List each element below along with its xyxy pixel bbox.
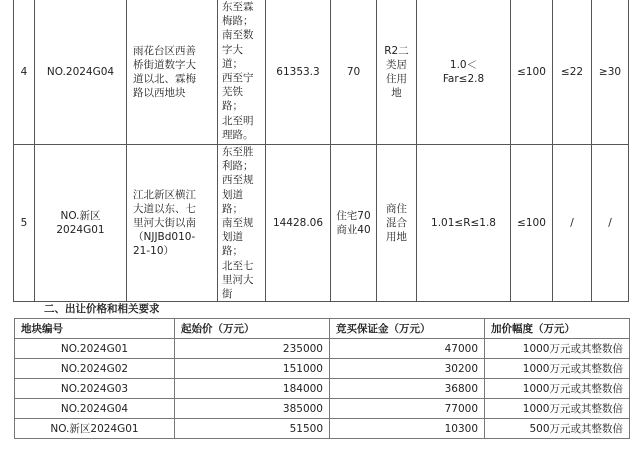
increment: 1000万元或其整数倍 (485, 399, 630, 419)
seq-cell: 4 (14, 0, 35, 145)
table-row (15, 379, 630, 399)
table-row (15, 399, 630, 419)
increment: 1000万元或其整数倍 (485, 379, 630, 399)
parcel-code-cell: NO.2024G04 (35, 0, 127, 145)
table-row (15, 359, 630, 379)
parcel-table (13, 0, 629, 302)
area-cell: 14428.06 (266, 145, 331, 302)
area-cell: 61353.3 (266, 0, 331, 145)
section-title: 二、出让价格和相关要求 (44, 303, 160, 315)
location-cell: 江北新区横江 大道以东、七 里河大街以南 （NJJBd010- 21-10） (127, 145, 218, 302)
density-cell: ≤100 (511, 0, 553, 145)
header-increment: 加价幅度（万元） (485, 319, 630, 339)
years-cell: 70 (331, 0, 377, 145)
parcel-code: NO.2024G01 (15, 339, 175, 359)
starting-price: 184000 (175, 379, 330, 399)
greening-cell: ≤22 (553, 0, 592, 145)
increment: 500万元或其整数倍 (485, 419, 630, 439)
deposit: 30200 (330, 359, 485, 379)
far-cell: 1.01≤R≤1.8 (417, 145, 511, 302)
parcel-row-5 (14, 145, 629, 302)
starting-price: 151000 (175, 359, 330, 379)
price-table-header (15, 319, 630, 339)
parcel-code: NO.2024G04 (15, 399, 175, 419)
header-starting-price: 起始价（万元） (175, 319, 330, 339)
header-parcel-code: 地块编号 (15, 319, 175, 339)
boundaries-cell: 东至霖 梅路； 南至数 字大 道； 西至宁 芜铁 路； 北至明 理路。 (218, 0, 266, 145)
parcel-code: NO.2024G03 (15, 379, 175, 399)
table-row (15, 419, 630, 439)
starting-price: 235000 (175, 339, 330, 359)
seq-cell: 5 (14, 145, 35, 302)
height-cell: / (592, 145, 629, 302)
parcel-code-cell: NO.新区 2024G01 (35, 145, 127, 302)
density-cell: ≤100 (511, 145, 553, 302)
deposit: 77000 (330, 399, 485, 419)
land-use-cell: 商住 混合 用地 (377, 145, 417, 302)
starting-price: 51500 (175, 419, 330, 439)
height-cell: ≥30 (592, 0, 629, 145)
deposit: 47000 (330, 339, 485, 359)
starting-price: 385000 (175, 399, 330, 419)
price-table (14, 318, 630, 439)
location-cell: 雨花台区西善 桥街道数字大 道以北、霖梅 路以西地块 (127, 0, 218, 145)
table-row (15, 339, 630, 359)
years-cell: 住宅70 商业40 (331, 145, 377, 302)
increment: 1000万元或其整数倍 (485, 339, 630, 359)
parcel-row-4 (14, 0, 629, 145)
increment: 1000万元或其整数倍 (485, 359, 630, 379)
deposit: 10300 (330, 419, 485, 439)
parcel-code: NO.新区2024G01 (15, 419, 175, 439)
parcel-code: NO.2024G02 (15, 359, 175, 379)
land-use-cell: R2二 类居 住用 地 (377, 0, 417, 145)
far-cell: 1.0＜ Far≤2.8 (417, 0, 511, 145)
header-deposit: 竞买保证金（万元） (330, 319, 485, 339)
deposit: 36800 (330, 379, 485, 399)
greening-cell: / (553, 145, 592, 302)
boundaries-cell: 东至胜 利路； 西至规 划道 路； 南至规 划道 路； 北至七 里河大 街 (218, 145, 266, 302)
